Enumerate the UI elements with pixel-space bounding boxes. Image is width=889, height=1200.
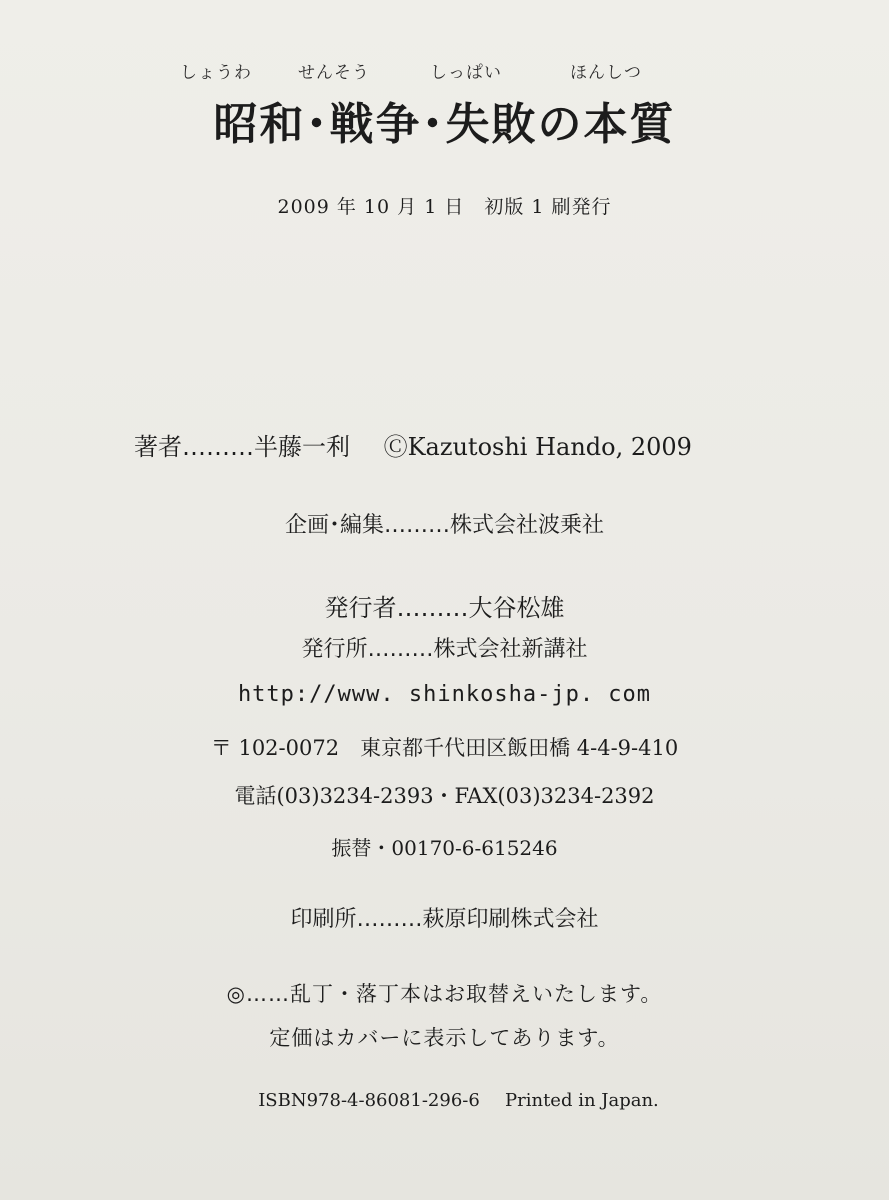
author-label: 著者………	[134, 433, 254, 461]
planning-company: 株式会社波乗社	[450, 513, 605, 538]
publisher-url: http://www. shinkosha-jp. com	[237, 682, 652, 707]
author-name: 半藤一利	[254, 433, 350, 461]
ruby-showa: しょうわ	[180, 63, 252, 83]
planning-label: 企画･編集………	[284, 513, 450, 538]
office-line	[0, 632, 889, 663]
postal-transfer: 振替・00170-6-615246	[331, 836, 558, 860]
office-label: 発行所………	[301, 637, 434, 662]
publisher-label: 発行者………	[324, 594, 469, 622]
author-copyright: ⒸKazutoshi Hando, 2009	[383, 433, 692, 461]
publisher-phone: 電話(03)3234-2393・FAX(03)3234-2392	[234, 784, 655, 808]
isbn-number: ISBN978-4-86081-296-6	[258, 1090, 480, 1111]
publisher-address: 〒 102-0072 東京都千代田区飯田橋 4-4-9-410	[210, 736, 679, 760]
publisher-line	[0, 588, 889, 623]
planning-line	[0, 508, 889, 539]
publisher-name: 大谷松雄	[468, 594, 565, 622]
book-title: 昭和･戦争･失敗の本質	[213, 99, 676, 150]
edition-date: 2009 年 10 月 1 日 初版 1 刷発行	[277, 196, 612, 218]
price-note: 定価はカバーに表示してあります。	[269, 1026, 620, 1050]
isbn-line	[14, 1090, 889, 1111]
printer-label: 印刷所………	[290, 907, 423, 932]
printer-company: 萩原印刷株式会社	[422, 907, 599, 932]
title-ruby	[0, 58, 889, 84]
office-company: 株式会社新講社	[433, 637, 588, 662]
ruby-shippai: しっぱい	[430, 63, 502, 83]
ruby-honshitsu: ほんしつ	[570, 63, 642, 83]
printed-in: Printed in Japan.	[505, 1090, 659, 1111]
ruby-senso: せんそう	[298, 63, 370, 83]
replacement-note: ◎……乱丁・落丁本はお取替えいたします。	[226, 982, 663, 1006]
printer-line	[0, 902, 889, 933]
